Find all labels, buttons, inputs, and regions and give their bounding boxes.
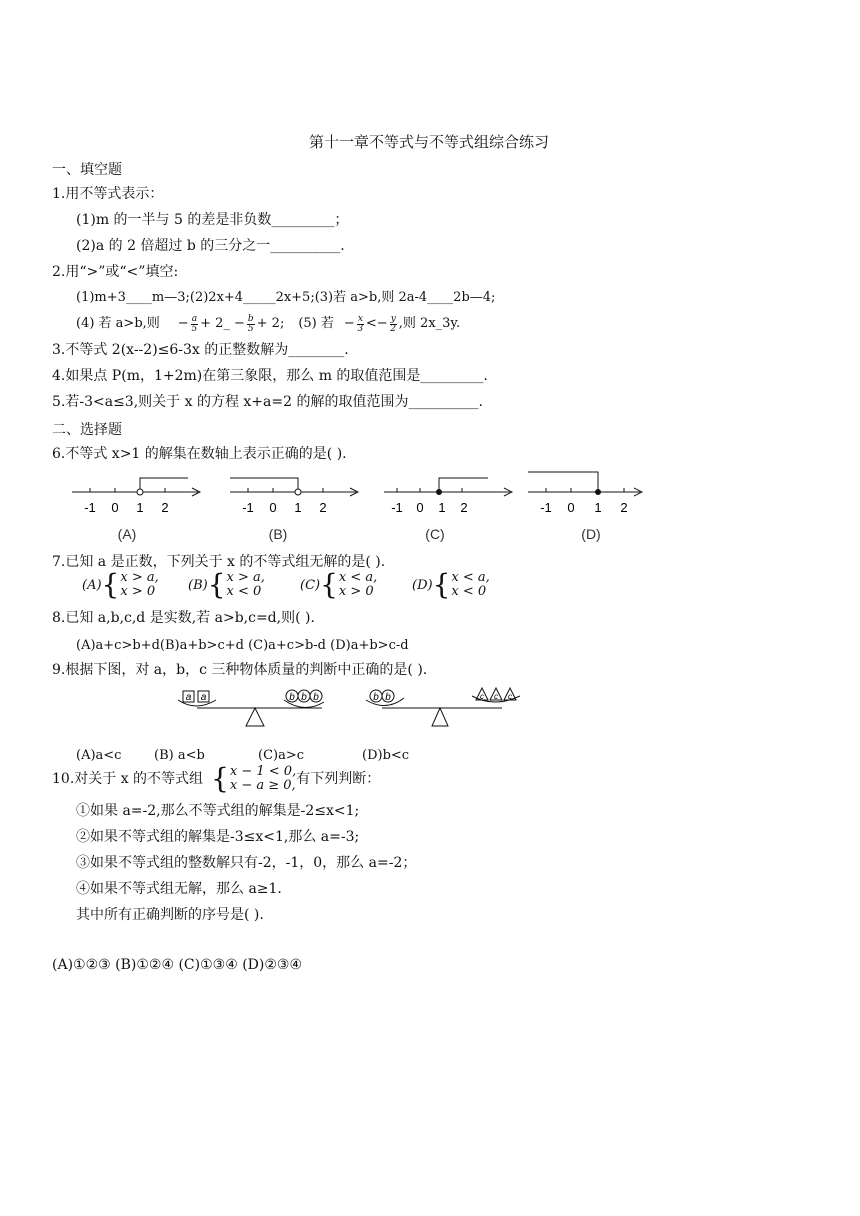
tick-label: -1 xyxy=(242,500,254,515)
balance-scale-1 xyxy=(178,690,324,726)
tick-label: 1 xyxy=(136,500,144,515)
q5: 5.若-3<a≤3,则关于 x 的方程 x+a=2 的解的取值范围为__________. xyxy=(52,394,483,410)
q10-options: (A)①②③ (B)①②④ (C)①③④ (D)②③④ xyxy=(52,957,302,973)
q2-part5-label: (5) 若 xyxy=(298,316,334,331)
q9-option-a: (A)a<c xyxy=(76,748,122,763)
tick-label: -1 xyxy=(540,500,552,515)
option-label-b: (B) xyxy=(268,526,288,542)
tick-label: 1 xyxy=(594,500,602,515)
q1-stem: 1.用不等式表示： xyxy=(52,186,164,202)
object-a-label: a xyxy=(200,692,207,703)
tick-label: -1 xyxy=(84,500,96,515)
q2-middle: + 2_ − xyxy=(200,316,245,331)
tick-label: 0 xyxy=(111,500,119,515)
option-label-c: (C) xyxy=(425,526,445,542)
tick-label: 2 xyxy=(161,500,169,515)
q9-stem: 9.根据下图，对 a，b，c 三种物体质量的判断中正确的是( ). xyxy=(52,662,428,678)
section-fill-blank: 一、填空题 xyxy=(52,162,122,178)
object-b-label: b xyxy=(301,692,307,703)
page-title: 第十一章不等式与不等式组综合练习 xyxy=(309,133,550,151)
tick-label: 2 xyxy=(620,500,628,515)
tick-label: 1 xyxy=(438,500,446,515)
q9-option-b: (B) a<b xyxy=(154,748,205,763)
q10-judgment-1: ①如果 a=-2,那么不等式组的解集是-2≤x<1; xyxy=(76,803,360,819)
number-line-c xyxy=(384,478,512,542)
q7-options xyxy=(82,568,524,601)
q2-end: + 2; xyxy=(256,316,285,331)
q1-part1: (1)m 的一半与 5 的差是非负数_________； xyxy=(76,212,349,228)
q10-stem-post: 有下列判断： xyxy=(296,771,381,787)
q7-option-b: (B) { x > a, x < 0 xyxy=(188,568,265,601)
fraction-y-over-2: $\frac{y}{2}$ xyxy=(390,313,397,334)
fraction-a-over-5: $\frac{a}{5}$ xyxy=(191,313,198,334)
object-b-label: b xyxy=(385,692,391,703)
tick-label: 2 xyxy=(319,500,327,515)
q2-line1: (1)m+3____m—3;(2)2x+4_____2x+5;(3)若 a>b,则 2a-4____2b—4; xyxy=(76,290,496,305)
q2-less-than: <− xyxy=(365,316,388,331)
q9-option-d: (D)b<c xyxy=(362,748,410,763)
object-c-label: c xyxy=(480,692,484,701)
q2-stem: 2.用“>”或“<”填空: xyxy=(52,264,179,280)
fraction-x-over-3: $\frac{x}{3}$ xyxy=(357,313,364,334)
tick-label: -1 xyxy=(391,500,403,515)
q2-part4-label: (4) 若 a>b,则 xyxy=(76,316,160,331)
q7-stem: 7.已知 a 是正数，下列关于 x 的不等式组无解的是( ). xyxy=(52,554,386,570)
tick-label: 0 xyxy=(416,500,424,515)
q7-option-d: (D) { x < a, x < 0 xyxy=(412,568,490,601)
q10-stem xyxy=(52,760,380,798)
q6-stem: 6.不等式 x>1 的解集在数轴上表示正确的是( ). xyxy=(52,446,347,462)
number-lines-figure xyxy=(60,466,660,548)
q1-part2: (2)a 的 2 倍超过 b 的三分之一__________. xyxy=(76,238,345,254)
q9-option-c: (C)a>c xyxy=(258,748,305,763)
fraction-b-over-5: $\frac{b}{5}$ xyxy=(247,313,254,334)
tick-label: 0 xyxy=(269,500,277,515)
q8-options: (A)a+c>b+d(B)a+b>c+d (C)a+c>b-d (D)a+b>c-d xyxy=(76,638,409,653)
q10-judgment-2: ②如果不等式组的解集是-3≤x<1,那么 a=-3; xyxy=(76,829,360,845)
tick-label: 2 xyxy=(460,500,468,515)
object-c-label: c xyxy=(508,692,512,701)
q2-minus-2: − xyxy=(343,316,355,331)
q3: 3.不等式 2(x--2)≤6-3x 的正整数解为________. xyxy=(52,342,349,358)
q4: 4.如果点 P(m，1+2m)在第三象限，那么 m 的取值范围是_________. xyxy=(52,368,488,384)
object-b-label: b xyxy=(373,692,379,703)
q7-option-a: (A) { x > a, x > 0 xyxy=(82,568,159,601)
q2-line2 xyxy=(76,311,460,337)
q8-stem: 8.已知 a,b,c,d 是实数,若 a>b,c=d,则( ). xyxy=(52,610,315,626)
q10-judgment-3: ③如果不等式组的整数解只有-2，-1，0，那么 a=-2； xyxy=(76,855,417,871)
q2-minus: − xyxy=(177,316,189,331)
balance-scale-2 xyxy=(366,688,520,726)
q10-system: { x − 1 < 0, x − a ≥ 0, xyxy=(211,762,297,795)
object-b-label: b xyxy=(289,692,295,703)
q10-stem-pre: 10.对关于 x 的不等式组 xyxy=(52,771,204,787)
balance-scales-figure xyxy=(172,682,532,734)
object-b-label: b xyxy=(313,692,319,703)
section-multiple-choice: 二、选择题 xyxy=(52,422,122,438)
option-label-a: (A) xyxy=(117,526,137,542)
number-line-a xyxy=(72,478,200,542)
tick-label: 0 xyxy=(567,500,575,515)
number-line-d xyxy=(528,472,642,542)
q10-ask: 其中所有正确判断的序号是( ). xyxy=(76,907,264,923)
option-label-d: (D) xyxy=(581,526,601,542)
number-line-b xyxy=(230,478,358,542)
q10-judgment-4: ④如果不等式组无解，那么 a≥1. xyxy=(76,881,282,897)
tick-label: 1 xyxy=(294,500,302,515)
q7-option-c: (C) { x < a, x > 0 xyxy=(300,568,378,601)
object-c-label: c xyxy=(494,692,498,701)
object-a-label: a xyxy=(185,692,192,703)
q2-tail: ,则 2x_3y. xyxy=(398,316,461,331)
